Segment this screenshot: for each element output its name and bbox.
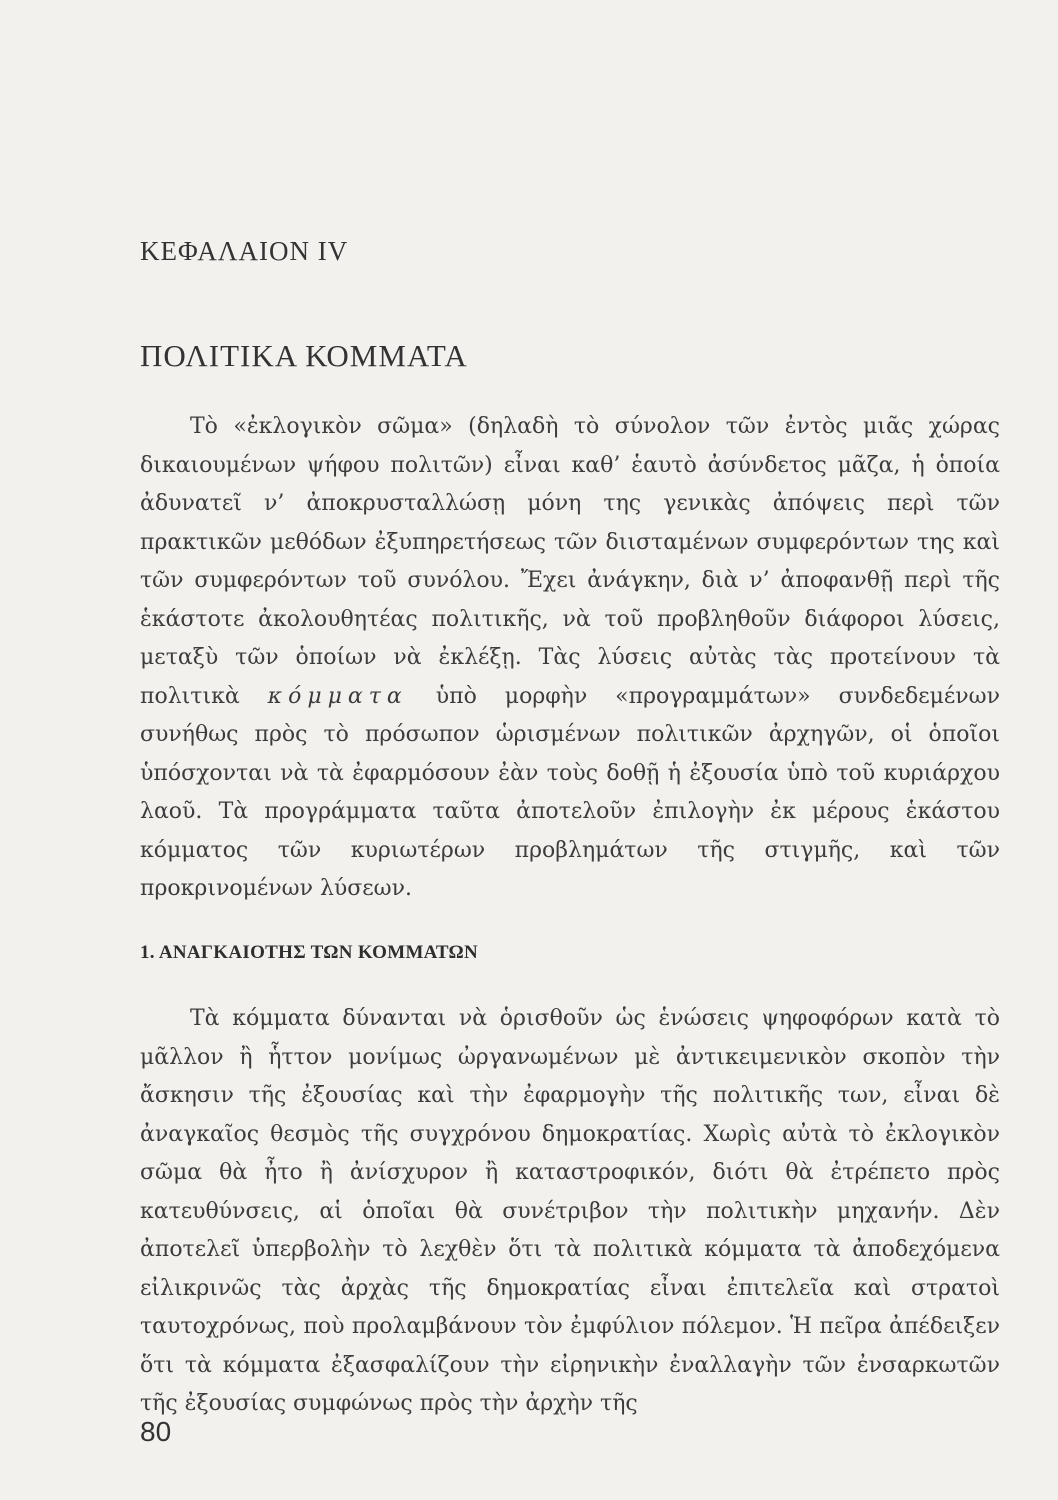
chapter-label: ΚΕΦΑΛΑΙΟΝ IV [140, 236, 349, 266]
page-number: 80 [140, 1416, 172, 1447]
chapter-title: ΠΟΛΙΤΙΚΑ ΚΟΜΜΑΤΑ [140, 338, 468, 373]
section-heading: 1. ΑΝΑΓΚΑΙΟΤΗΣ ΤΩΝ ΚΟΜΜΑΤΩΝ [140, 942, 479, 963]
section-paragraph: Τὰ κόμματα δύνανται νὰ ὁρισθοῦν ὡς ἑνώσεις ψηφοφόρων κατὰ τὸ μᾶλλον ἢ ἧττον μονίμως ὠργανωμένων μὲ ἀντικειμενικὸν σκοπὸν τὴν ἄσκησιν τῆς ἐξουσίας καὶ τὴν ἐφαρμογὴν τῆς πολιτικῆς των, εἶναι δὲ ἀναγκαῖος θεσμὸς τῆς συγχρόνου δημοκρατίας. Χωρὶς αὐτὰ τὸ ἐκλογικὸν σῶμα θὰ ἦτο ἢ ἀνίσχυρον ἢ καταστροφικόν, διότι θὰ ἐτρέπετο πρὸς κατευθύνσεις, αἱ ὁποῖαι θὰ συνέτριβον τὴν πολιτικὴν μηχανήν. Δὲν ἀποτελεῖ ὑπερβολὴν τὸ λεχθὲν ὅτι τὰ πολιτικὰ κόμματα τὰ ἀποδεχόμενα εἰλικρινῶς τὰς ἀρχὰς τῆς δημοκρατίας εἶναι ἐπιτελεῖα καὶ στρατοὶ ταυτοχρόνως, ποὺ προλαμβάνουν τὸν ἐμφύλιον πόλεμον. Ἡ πεῖρα ἀπέδειξεν ὅτι τὰ κόμματα ἐξασφαλίζουν τὴν εἰρηνικὴν ἐναλλαγὴν τῶν ἐνσαρκωτῶν τῆς ἐξουσίας συμφώνως πρὸς τὴν ἀρχὴν τῆς [140, 1006, 1000, 1416]
intro-text-part1: Τὸ «ἐκλογικὸν σῶμα» (δηλαδὴ τὸ σύνολον τῶν ἐντὸς μιᾶς χώρας δικαιουμένων ψήφου πολιτῶν) εἶναι καθ’ ἑαυτὸ ἀσύνδετος μᾶζα, ἡ ὁποία ἀδυνατεῖ ν’ ἀποκρυσταλλώσῃ μόνη της γενικὰς ἀπόψεις περὶ τῶν πρακτικῶν μεθόδων ἐξυπηρετήσεως τῶν διισταμένων συμφερόντων της καὶ τῶν συμφερόντων τοῦ συνόλου. Ἔχει ἀνάγκην, διὰ ν’ ἀποφανθῇ περὶ τῆς ἑκάστοτε ἀκολουθητέας πολιτικῆς, νὰ τοῦ προβληθοῦν διάφοροι λύσεις, μεταξὺ τῶν ὁποίων νὰ ἐκλέξῃ. Τὰς λύσεις αὐτὰς τὰς προτείνουν τὰ πολιτικὰ [140, 414, 1000, 709]
intro-text-part2: ὑπὸ μορφὴν «προγραμμάτων» συνδεδεμένων συνήθως πρὸς τὸ πρόσωπον ὡρισμένων πολιτικῶν ἀρχηγῶν, οἱ ὁποῖοι ὑπόσχονται νὰ τὰ ἐφαρμόσουν ἐὰν τοὺς δοθῇ ἡ ἐξουσία ὑπὸ τοῦ κυριάρχου λαοῦ. Τὰ προγράμματα ταῦτα ἀποτελοῦν ἐπιλογὴν ἐκ μέρους ἑκάστου κόμματος τῶν κυριωτέρων προβλημάτων τῆς στιγμῆς, καὶ τῶν προκρινομένων λύσεων. [140, 683, 1000, 901]
intro-emphasis-komma: κόμματα [267, 683, 408, 709]
intro-paragraph [140, 408, 1000, 909]
